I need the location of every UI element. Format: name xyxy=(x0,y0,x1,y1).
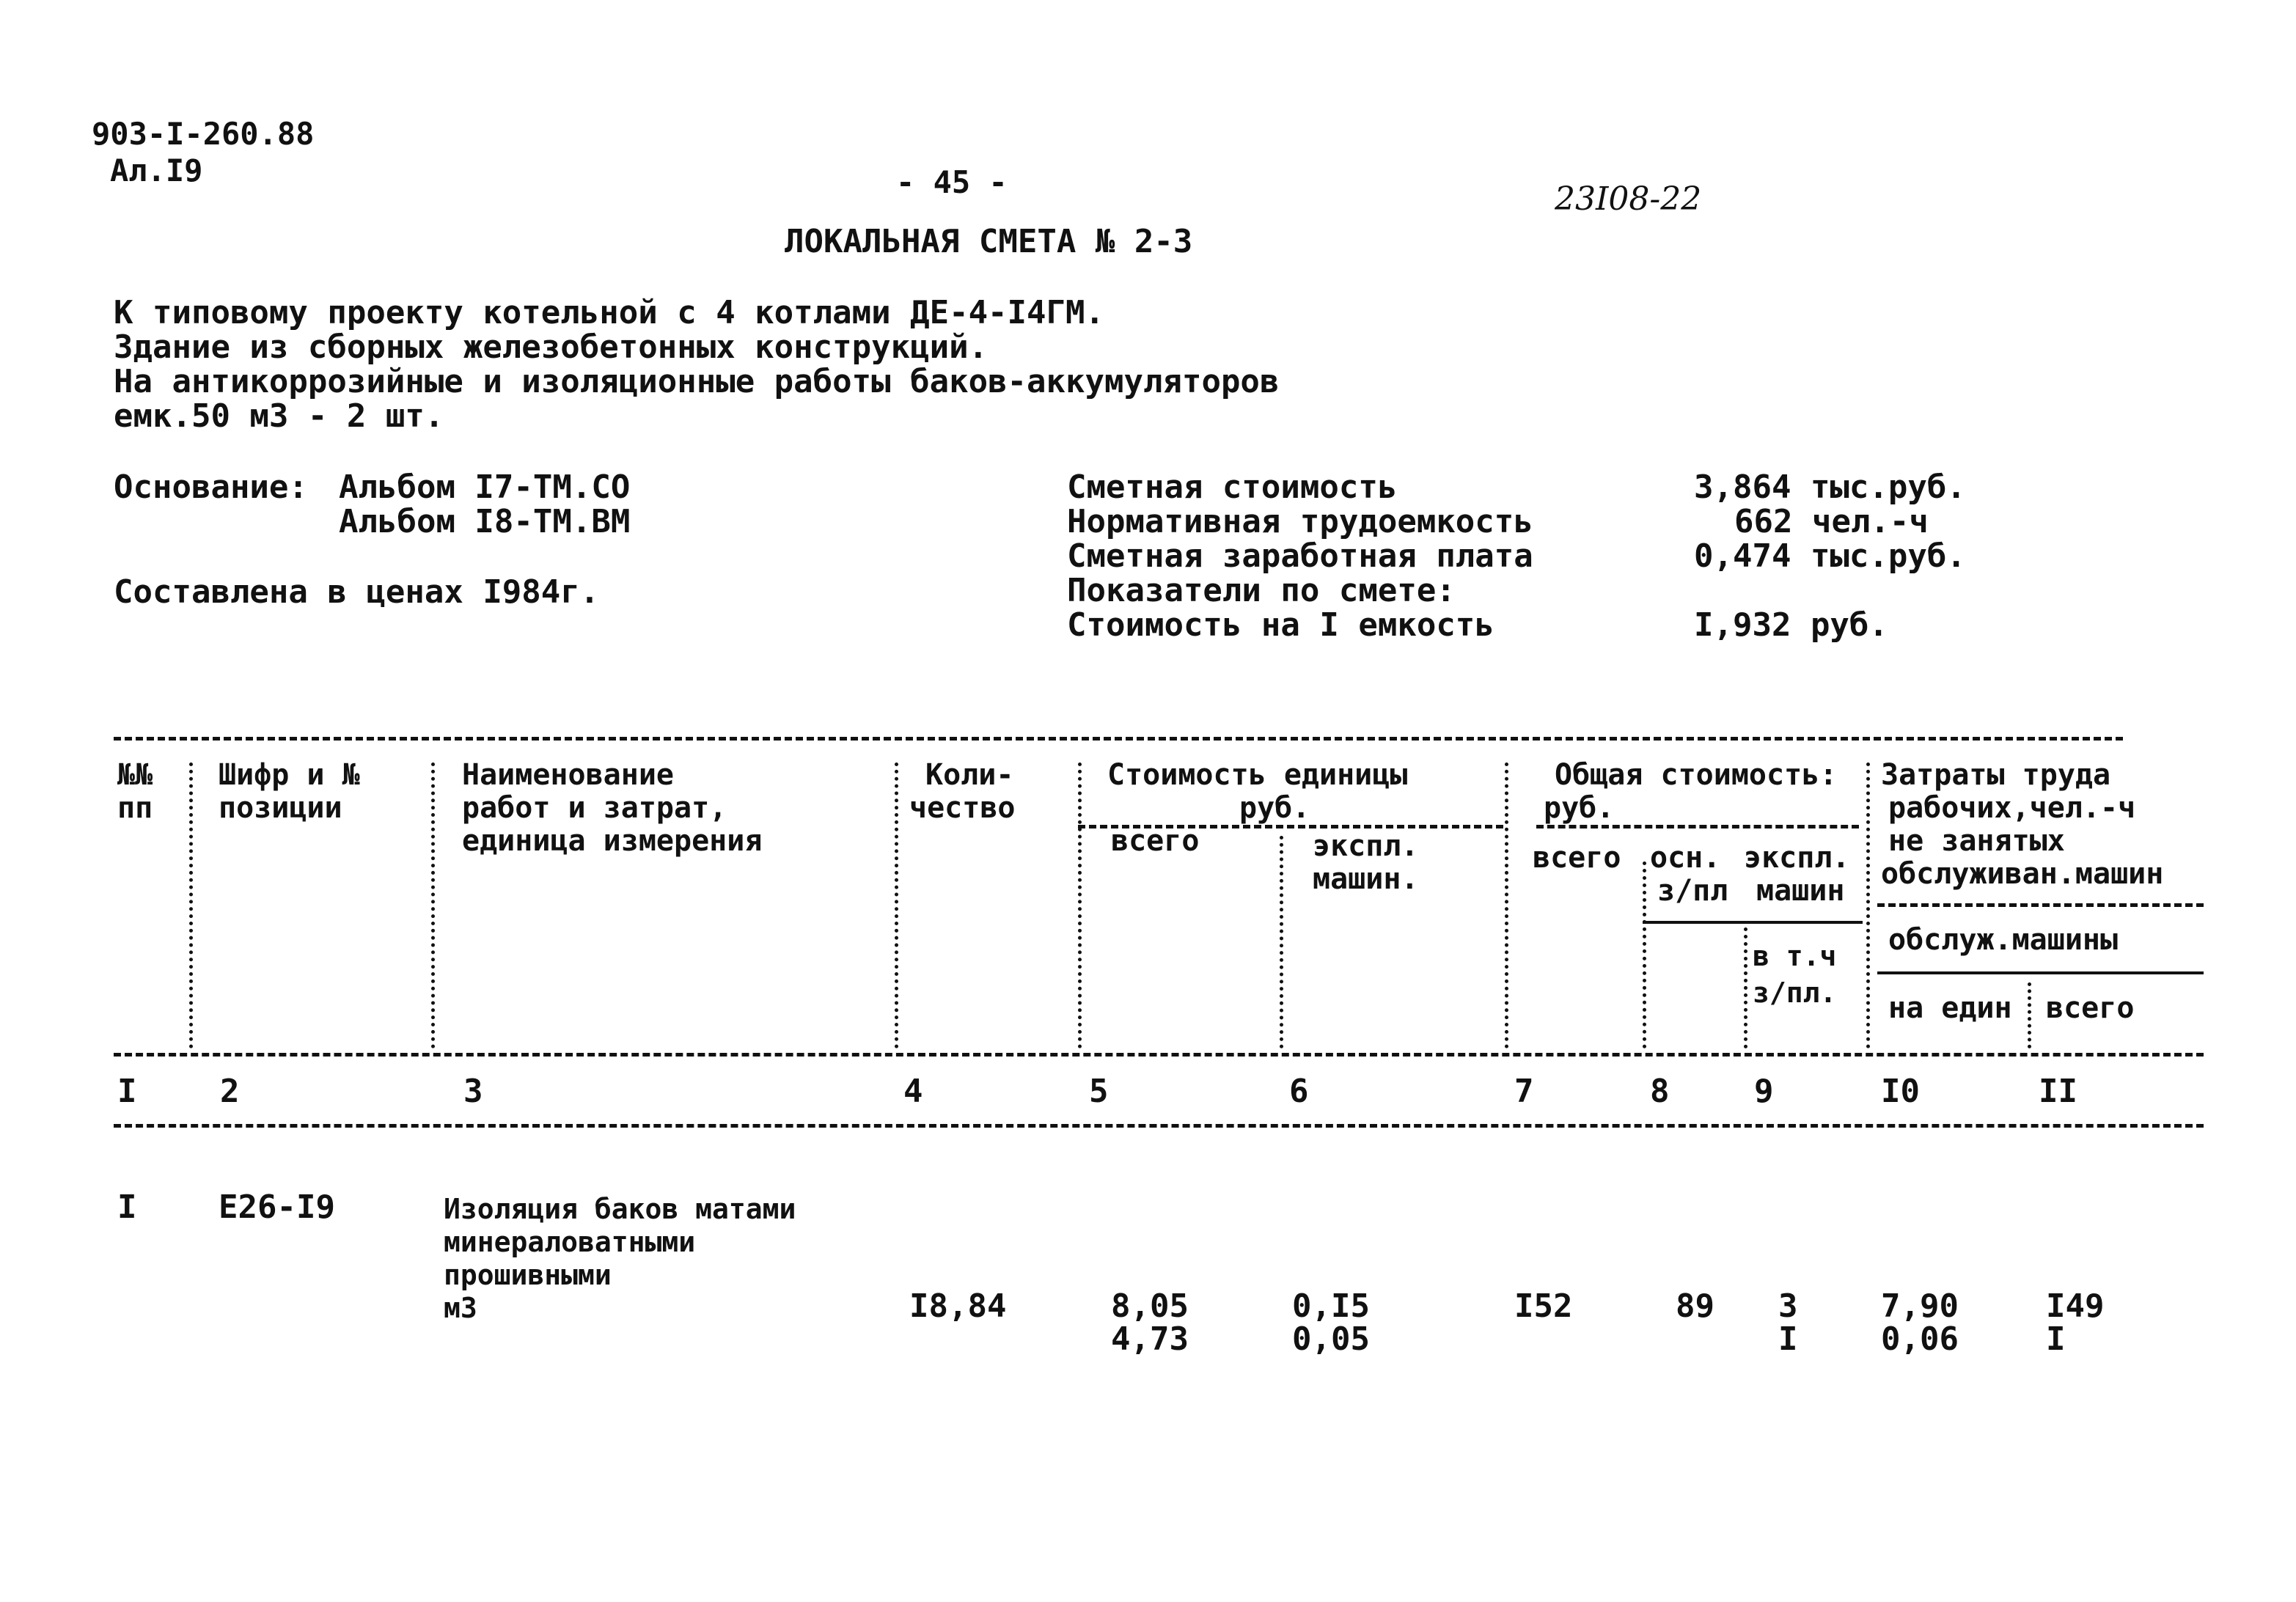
header-unit-machine: машин. xyxy=(1313,862,1419,896)
row-name: минераловатными xyxy=(444,1226,696,1258)
column-number: I xyxy=(117,1073,137,1110)
summary-value: 3,864 тыс.руб. xyxy=(1694,469,1966,506)
row-labor-unit-machine: 0,06 xyxy=(1881,1320,1959,1358)
summary-value: 0,474 тыс.руб. xyxy=(1694,537,1966,575)
header-total-unit: руб. xyxy=(1544,791,1615,825)
labor-unit-subrule xyxy=(1877,971,2204,974)
row-quantity: I8,84 xyxy=(909,1287,1007,1325)
basis-album: Альбом I8-ТМ.ВМ xyxy=(339,503,631,540)
column-separator xyxy=(1866,763,1870,1048)
header-unit-total: всего xyxy=(1111,824,1200,858)
header-row-number: №№ xyxy=(117,758,153,792)
header-total: всего xyxy=(1533,841,1621,875)
column-separator xyxy=(2028,982,2031,1048)
column-separator xyxy=(1078,763,1082,1048)
labor-subrule xyxy=(1877,903,2204,907)
header-labor-unit: на един xyxy=(1888,991,2012,1025)
header-unit-cost-group: Стоимость единицы xyxy=(1107,758,1408,792)
summary-label: Показатели по смете: xyxy=(1067,572,1456,609)
header-row-number: пп xyxy=(117,791,153,825)
column-separator xyxy=(189,763,193,1048)
row-number: I xyxy=(117,1188,137,1226)
column-separator xyxy=(1643,861,1646,1048)
row-code: Е26-I9 xyxy=(219,1188,335,1226)
header-unit-machine: экспл. xyxy=(1313,829,1419,863)
column-separator xyxy=(1744,927,1747,1048)
header-wage: осн. xyxy=(1650,841,1721,875)
column-number: 6 xyxy=(1289,1073,1309,1110)
header-quantity: Коли- xyxy=(925,758,1014,792)
header-name: Наименование xyxy=(462,758,674,792)
row-labor-total-machine: I xyxy=(2046,1320,2066,1358)
header-machine-wage: в т.ч xyxy=(1753,940,1837,972)
header-unit-cost-unit: руб. xyxy=(1239,791,1310,825)
description-line: На антикоррозийные и изоляционные работы баков-аккумуляторов xyxy=(114,363,1280,400)
summary-label: Сметная заработная плата xyxy=(1067,537,1533,575)
row-wage: 89 xyxy=(1676,1287,1714,1325)
header-labor-group: рабочих,чел.-ч xyxy=(1888,791,2136,825)
header-code: позиции xyxy=(219,791,342,825)
column-number: 9 xyxy=(1754,1073,1774,1110)
header-name: единица измерения xyxy=(462,824,763,858)
header-wage: з/пл xyxy=(1657,874,1728,908)
header-code: Шифр и № xyxy=(219,758,360,792)
description-line: емк.50 м3 - 2 шт. xyxy=(114,397,444,435)
column-number: 3 xyxy=(463,1073,483,1110)
row-machine-wage: I xyxy=(1778,1320,1798,1358)
row-labor-unit: 7,90 xyxy=(1881,1287,1959,1325)
row-unit-total-wage: 4,73 xyxy=(1111,1320,1189,1358)
header-labor-total: всего xyxy=(2046,991,2135,1025)
page-number: - 45 - xyxy=(896,164,1008,200)
row-unit: м3 xyxy=(444,1292,477,1324)
row-unit-total: 8,05 xyxy=(1111,1287,1189,1325)
description-line: К типовому проекту котельной с 4 котлами ДЕ-4-I4ГМ. xyxy=(114,294,1105,331)
total-cost-subrule xyxy=(1536,825,1859,828)
basis-album: Альбом I7-ТМ.СО xyxy=(339,469,631,506)
header-machine-wage: з/пл. xyxy=(1753,977,1837,1009)
column-separator xyxy=(1505,763,1508,1048)
description-line: Здание из сборных железобетонных конструкций. xyxy=(114,328,989,366)
table-top-rule xyxy=(114,737,2123,741)
row-name: прошивными xyxy=(444,1259,612,1291)
column-separator xyxy=(1280,836,1283,1048)
wage-subrule xyxy=(1643,921,1863,924)
header-machine: машин xyxy=(1756,874,1845,908)
summary-value: I,932 руб. xyxy=(1694,606,1888,644)
summary-label: Сметная стоимость xyxy=(1067,469,1398,506)
header-labor-machine: обслуж.машины xyxy=(1888,923,2119,957)
row-name: Изоляция баков матами xyxy=(444,1193,796,1225)
column-number: 8 xyxy=(1650,1073,1670,1110)
header-labor-group: обслуживан.машин xyxy=(1881,857,2164,891)
column-number: I0 xyxy=(1881,1073,1920,1110)
row-unit-machine-wage: 0,05 xyxy=(1292,1320,1370,1358)
row-total: I52 xyxy=(1514,1287,1573,1325)
column-separator xyxy=(895,763,898,1048)
header-name: работ и затрат, xyxy=(462,791,727,825)
handwritten-number: 23I08-22 xyxy=(1555,180,1702,218)
row-machine: 3 xyxy=(1778,1287,1798,1325)
document-code: 903-I-260.88 xyxy=(92,116,315,152)
document-title: ЛОКАЛЬНАЯ СМЕТА № 2-3 xyxy=(785,223,1193,260)
column-number: II xyxy=(2039,1073,2077,1110)
basis-label: Основание: xyxy=(114,469,308,506)
summary-value: 662 чел.-ч xyxy=(1734,503,1929,540)
column-number: 2 xyxy=(220,1073,240,1110)
row-labor-total: I49 xyxy=(2046,1287,2105,1325)
header-quantity: чество xyxy=(909,791,1016,825)
column-number: 5 xyxy=(1089,1073,1109,1110)
header-labor-group: не занятых xyxy=(1888,824,2065,858)
summary-label: Стоимость на I емкость xyxy=(1067,606,1494,644)
sheet-number: Ал.I9 xyxy=(110,153,203,188)
table-header-bottom-rule xyxy=(114,1053,2204,1057)
prices-note: Составлена в ценах I984г. xyxy=(114,573,600,611)
header-labor-group: Затраты труда xyxy=(1881,758,2111,792)
header-total-group: Общая стоимость: xyxy=(1555,758,1838,792)
column-number: 4 xyxy=(903,1073,923,1110)
column-number: 7 xyxy=(1514,1073,1534,1110)
summary-label: Нормативная трудоемкость xyxy=(1067,503,1533,540)
header-machine: экспл. xyxy=(1744,841,1850,875)
table-numbers-bottom-rule xyxy=(114,1124,2204,1128)
row-unit-machine: 0,I5 xyxy=(1292,1287,1370,1325)
column-separator xyxy=(431,763,435,1048)
